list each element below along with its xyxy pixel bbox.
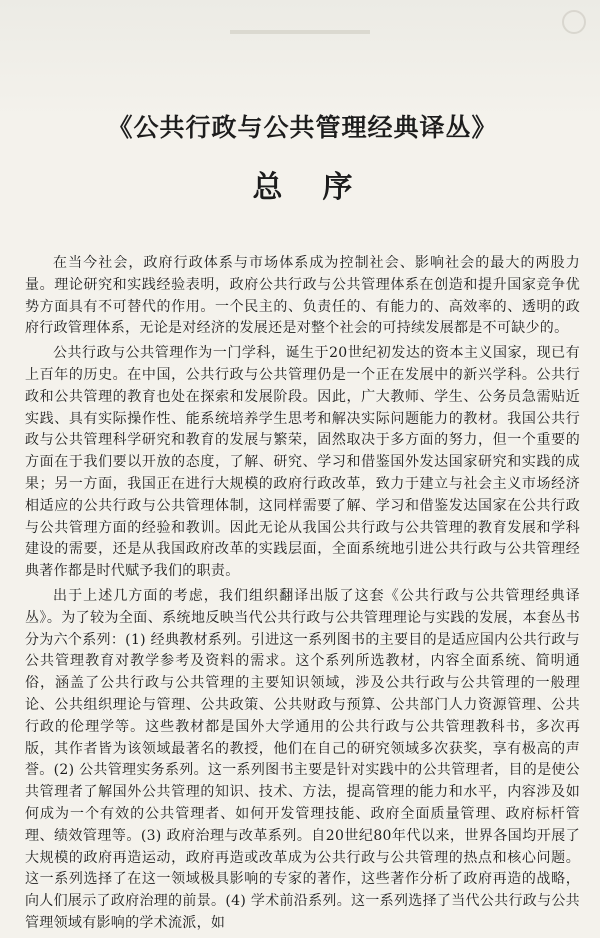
ghost-running-header (230, 30, 370, 34)
bleed-through-background (0, 0, 600, 120)
ghost-page-mark (562, 10, 586, 34)
preface-title: 总序 (252, 170, 393, 205)
body-text (25, 253, 580, 935)
series-title: 《公共行政与公共管理经典译丛》 (107, 113, 498, 142)
paragraph: 公共行政与公共管理作为一门学科，诞生于20世纪初发达的资本主义国家，现已有上百年的历史。在中国，公共行政与公共管理仍是一个正在发展中的新兴学科。公共行政和公共管理的教育也处在探索和发展阶段。因此，广大教师、学生、公务员急需贴近实践、具有实际操作性、能系统培养学生思考和解决实际问题能力的教材。我国公共行政与公共管理科学研究和教育的发展与繁荣，固然取决于多方面的努力，但一个重要的方面在于我们要以开放的态度，了解、研究、学习和借鉴国外发达国家研究和实践的成果；另一方面，我国正在进行大规模的政府行政改革，致力于建立与社会主义市场经济相适应的公共行政与公共管理体制，这同样需要了解、学习和借鉴发达国家在公共行政与公共管理方面的经验和教训。因此无论从我国公共行政与公共管理的教育发展和学科建设的需要，还是从我国政府改革的实践层面，全面系统地引进公共行政与公共管理经典著作都是时代赋予我们的职责。 (25, 345, 580, 580)
document-page (25, 110, 580, 938)
paragraph: 在当今社会，政府行政体系与市场体系成为控制社会、影响社会的最大的两股力量。理论研究和实践经验表明，政府公共行政与公共管理体系在创造和提升国家竞争优势方面具有不可替代的作用。一个民主的、负责任的、有能力的、高效率的、透明的政府行政管理体系，无论是对经济的发展还是对整个社会的可持续发展都是不可缺少的。 (25, 255, 580, 337)
paragraph: 出于上述几方面的考虑，我们组织翻译出版了这套《公共行政与公共管理经典译丛》。为了较为全面、系统地反映当代公共行政与公共管理理论与实践的发展，本套丛书分为六个系列：(1) 经典教材系列。引进这一系列图书的主要目的是适应国内公共行政与公共管理教育对教学参考及资料的需求。这个系列所选教材，内容全面系统、简明通俗，涵盖了公共行政与公共管理的主要知识领域，涉及公共行政与公共管理的一般理论、公共组织理论与管理、公共政策、公共财政与预算、公共部门人力资源管理、公共行政的伦理学等。这些教材都是国外大学通用的公共行政与公共管理教科书，多次再版，其作者皆为该领域最著名的教授，他们在自己的研究领域多次获奖，享有极高的声誉。(2) 公共管理实务系列。这一系列图书主要是针对实践中的公共管理者，目的是使公共管理者了解国外公共管理的知识、技术、方法，提高管理的能力和水平，内容涉及如何成为一个有效的公共管理者、如何开发管理技能、政府全面质量管理、政府标杆管理、绩效管理等。(3) 政府治理与改革系列。自20世纪80年代以来，世界各国均开展了大规模的政府再造运动，政府再造或改革成为公共行政与公共管理的热点和核心问题。这一系列选择了在这一领域极具影响的专家的著作，这些著作分析了政府再造的战略，向人们展示了政府治理的前景。(4) 学术前沿系列。这一系列选择了当代公共行政与公共管理领域有影响的学术流派，如 (25, 587, 580, 931)
